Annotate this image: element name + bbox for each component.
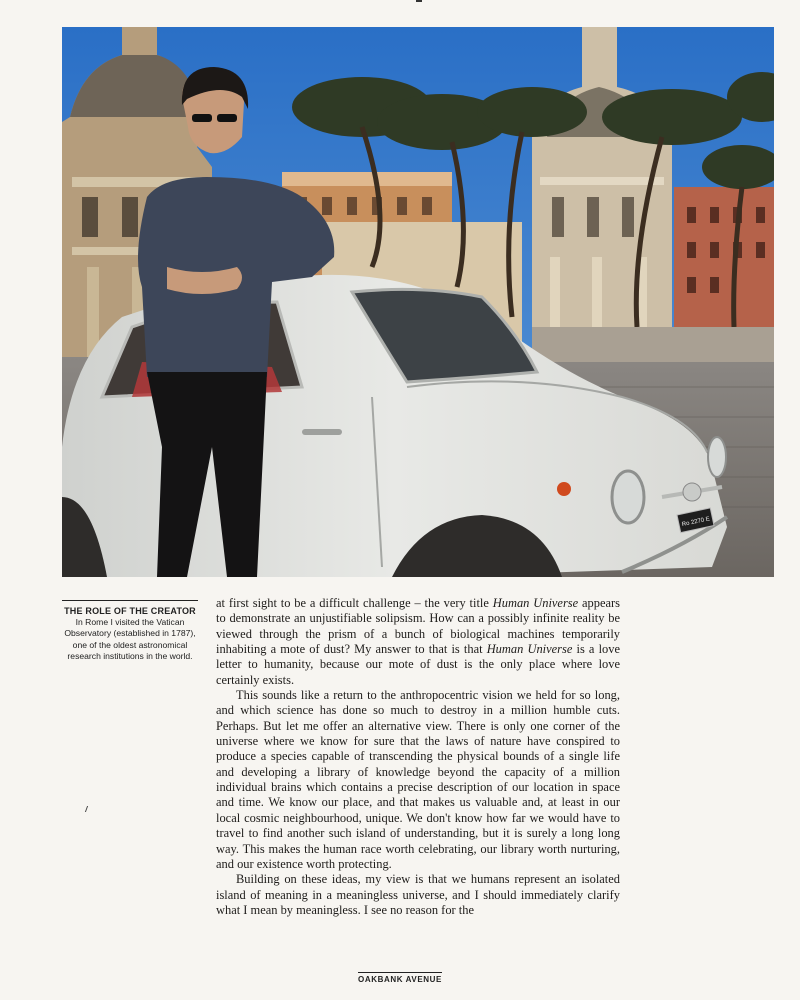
paragraph-text: appears to demonstrate an unjustifiable solipsism. How can a possibly infinite reality be viewed through the prism of a bunch of biological machines temporarily inhabiting a mote of dust? My answer to that is that (216, 596, 620, 657)
page-top-mark (416, 0, 422, 2)
license-plate-text: Ro 2270 E (681, 516, 711, 529)
caption-title: THE ROLE OF THE CREATOR (64, 606, 196, 616)
article-paragraph-1 (216, 596, 620, 688)
article-paragraph-2: This sounds like a return to the anthropocentric vision we held for so long, and which science has done so much to destroy in a million humble cuts. Perhaps. But let me offer an alternative view. There is only one corner of the universe where we know for sure that the laws of nature have conspired to produce a species capable of transcending the physical bounds of a single life and developing a library of knowledge beyond the capacity of a million individual brains which contains a precise description of our location in space and time. We know our place, and that makes us valuable and, at least in our local cosmic neighbourhood, unique. We don't know how far we would have to travel to find another such island of understanding, but it is surely a long long way. This makes the human race worth celebrating, our library worth nurturing, and our existence worth protecting. (216, 688, 620, 871)
article-photo (62, 27, 774, 577)
stray-mark (85, 806, 91, 812)
photo-caption (62, 600, 198, 662)
paragraph-text: at first sight to be a difficult challenge – the very title (216, 596, 493, 610)
caption-text: In Rome I visited the Vatican Observatory (established in 1787), one of the oldest astronomical research institutions in the world. (64, 617, 196, 661)
paragraph-text: is a love letter to humanity, because our mote of dust is the only place where love certainly exists. (216, 642, 620, 687)
article-body (216, 596, 620, 918)
book-title: Human Universe (492, 596, 579, 610)
article-paragraph-3: Building on these ideas, my view is that we humans represent an isolated island of meaning in a meaningless universe, and I should immediately clarify what I mean by meaningless. I see no reason for the (216, 872, 620, 917)
page-footer (0, 969, 800, 987)
footer-label: OAKBANK AVENUE (358, 972, 442, 984)
book-title: Human Universe (486, 642, 573, 657)
